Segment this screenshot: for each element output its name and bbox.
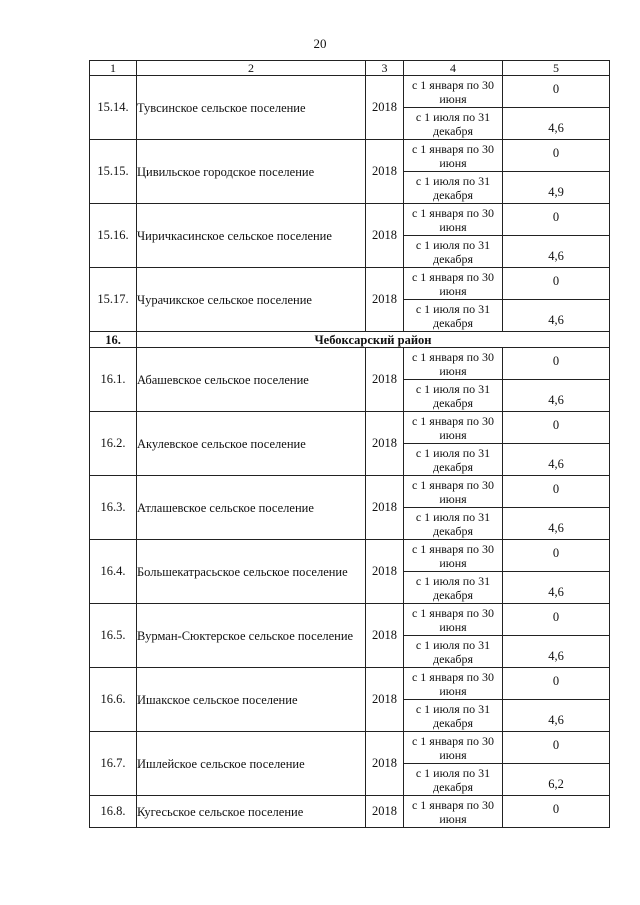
- value-first-half: 0: [503, 476, 610, 508]
- table-row: [90, 476, 610, 508]
- settlement-name: Чиричкасинское сельское поселение: [137, 204, 366, 268]
- year: 2018: [366, 348, 404, 412]
- row-number: 16.5.: [90, 604, 137, 668]
- settlement-name: Чурачикское сельское поселение: [137, 268, 366, 332]
- value-first-half: 0: [503, 796, 610, 828]
- value-first-half: 0: [503, 76, 610, 108]
- period-second-half: с 1 июля по 31 декабря: [404, 764, 503, 796]
- row-number: 16.3.: [90, 476, 137, 540]
- settlement-name: Вурман-Сюктерское сельское поселение: [137, 604, 366, 668]
- period-second-half: с 1 июля по 31 декабря: [404, 700, 503, 732]
- value-second-half: 4,6: [503, 700, 610, 732]
- year: 2018: [366, 140, 404, 204]
- period-first-half: с 1 января по 30 июня: [404, 204, 503, 236]
- value-second-half: 4,6: [503, 380, 610, 412]
- value-first-half: 0: [503, 668, 610, 700]
- value-first-half: 0: [503, 604, 610, 636]
- row-number: 15.15.: [90, 140, 137, 204]
- table-row: [90, 412, 610, 444]
- row-number: 16.6.: [90, 668, 137, 732]
- period-second-half: с 1 июля по 31 декабря: [404, 380, 503, 412]
- row-number: 16.1.: [90, 348, 137, 412]
- header-cell: 1: [90, 61, 137, 76]
- value-second-half: 4,6: [503, 572, 610, 604]
- value-second-half: 4,6: [503, 108, 610, 140]
- period-first-half: с 1 января по 30 июня: [404, 668, 503, 700]
- period-second-half: с 1 июля по 31 декабря: [404, 172, 503, 204]
- section-row: [90, 332, 610, 348]
- table-row: [90, 540, 610, 572]
- value-first-half: 0: [503, 268, 610, 300]
- value-second-half: 4,6: [503, 636, 610, 668]
- period-second-half: с 1 июля по 31 декабря: [404, 300, 503, 332]
- table-row: [90, 604, 610, 636]
- header-cell: 5: [503, 61, 610, 76]
- period-first-half: с 1 января по 30 июня: [404, 540, 503, 572]
- period-second-half: с 1 июля по 31 декабря: [404, 444, 503, 476]
- year: 2018: [366, 412, 404, 476]
- period-first-half: с 1 января по 30 июня: [404, 348, 503, 380]
- year: 2018: [366, 204, 404, 268]
- header-cell: 4: [404, 61, 503, 76]
- value-second-half: 4,6: [503, 508, 610, 540]
- settlement-name: Тувсинское сельское поселение: [137, 76, 366, 140]
- year: 2018: [366, 476, 404, 540]
- value-second-half: 4,6: [503, 236, 610, 268]
- settlement-name: Ишакское сельское поселение: [137, 668, 366, 732]
- settlement-name: Атлашевское сельское поселение: [137, 476, 366, 540]
- table-row: [90, 76, 610, 108]
- year: 2018: [366, 268, 404, 332]
- period-first-half: с 1 января по 30 июня: [404, 796, 503, 828]
- period-second-half: с 1 июля по 31 декабря: [404, 108, 503, 140]
- period-second-half: с 1 июля по 31 декабря: [404, 508, 503, 540]
- header-cell: 3: [366, 61, 404, 76]
- value-second-half: 6,2: [503, 764, 610, 796]
- section-title: Чебоксарский район: [137, 332, 610, 348]
- settlement-name: Абашевское сельское поселение: [137, 348, 366, 412]
- table-header-row: [90, 61, 610, 76]
- period-second-half: с 1 июля по 31 декабря: [404, 572, 503, 604]
- value-first-half: 0: [503, 732, 610, 764]
- settlement-name: Ишлейское сельское поселение: [137, 732, 366, 796]
- settlement-name: Акулевское сельское поселение: [137, 412, 366, 476]
- table-row: [90, 268, 610, 300]
- settlement-name: Цивильское городское поселение: [137, 140, 366, 204]
- header-cell: 2: [137, 61, 366, 76]
- row-number: 16.8.: [90, 796, 137, 828]
- period-first-half: с 1 января по 30 июня: [404, 76, 503, 108]
- year: 2018: [366, 796, 404, 828]
- year: 2018: [366, 732, 404, 796]
- value-first-half: 0: [503, 204, 610, 236]
- year: 2018: [366, 668, 404, 732]
- year: 2018: [366, 604, 404, 668]
- table-row: [90, 348, 610, 380]
- table-row: [90, 796, 610, 828]
- row-number: 16.7.: [90, 732, 137, 796]
- period-first-half: с 1 января по 30 июня: [404, 476, 503, 508]
- page-number: 20: [313, 36, 327, 51]
- value-second-half: 4,6: [503, 300, 610, 332]
- period-first-half: с 1 января по 30 июня: [404, 268, 503, 300]
- row-number: 16.4.: [90, 540, 137, 604]
- year: 2018: [366, 76, 404, 140]
- value-first-half: 0: [503, 412, 610, 444]
- row-number: 15.16.: [90, 204, 137, 268]
- period-first-half: с 1 января по 30 июня: [404, 140, 503, 172]
- tariff-table: [89, 60, 610, 828]
- row-number: 15.17.: [90, 268, 137, 332]
- period-first-half: с 1 января по 30 июня: [404, 732, 503, 764]
- table-row: [90, 732, 610, 764]
- period-first-half: с 1 января по 30 июня: [404, 412, 503, 444]
- period-second-half: с 1 июля по 31 декабря: [404, 636, 503, 668]
- value-first-half: 0: [503, 140, 610, 172]
- settlement-name: Большекатрасьское сельское поселение: [137, 540, 366, 604]
- table-row: [90, 140, 610, 172]
- value-first-half: 0: [503, 540, 610, 572]
- value-second-half: 4,9: [503, 172, 610, 204]
- row-number: 16.2.: [90, 412, 137, 476]
- table-row: [90, 668, 610, 700]
- value-first-half: 0: [503, 348, 610, 380]
- settlement-name: Кугесьское сельское поселение: [137, 796, 366, 828]
- period-second-half: с 1 июля по 31 декабря: [404, 236, 503, 268]
- table-row: [90, 204, 610, 236]
- period-first-half: с 1 января по 30 июня: [404, 604, 503, 636]
- year: 2018: [366, 540, 404, 604]
- section-number: 16.: [90, 332, 137, 348]
- row-number: 15.14.: [90, 76, 137, 140]
- value-second-half: 4,6: [503, 444, 610, 476]
